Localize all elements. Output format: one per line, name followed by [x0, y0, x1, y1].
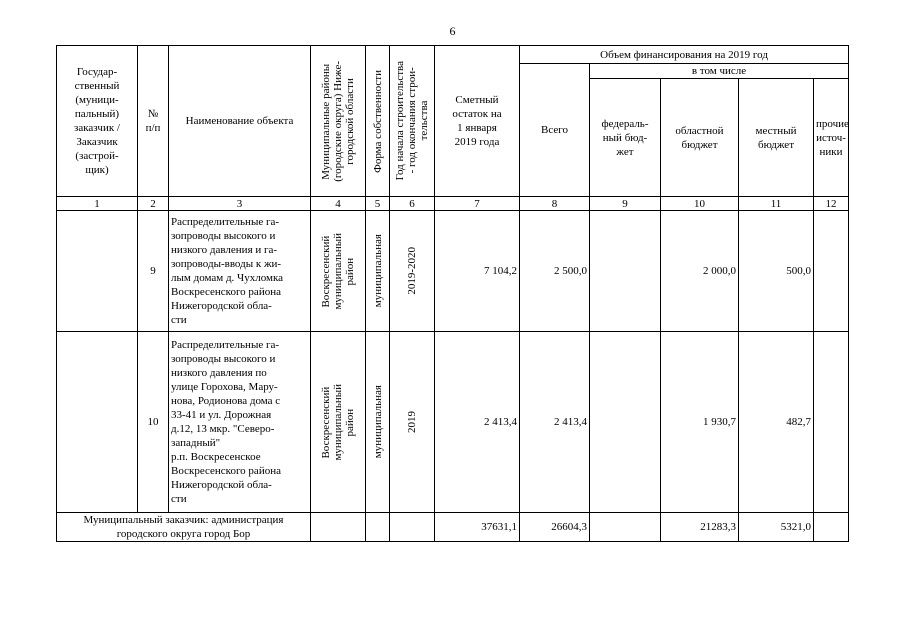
row-federal — [590, 332, 661, 513]
summary-district — [311, 513, 366, 542]
column-number: 11 — [739, 197, 814, 211]
row-district — [311, 332, 366, 513]
header-ownership — [366, 46, 390, 197]
row-regional: 1 930,7 — [661, 332, 739, 513]
row-total: 2 500,0 — [520, 211, 590, 332]
summary-years — [390, 513, 435, 542]
row-years — [390, 332, 435, 513]
row-ownership — [366, 211, 390, 332]
column-number: 4 — [311, 197, 366, 211]
header-federal: федераль- ный бюд- жет — [590, 79, 661, 197]
header-total: Всего — [520, 64, 590, 197]
row-total: 2 413,4 — [520, 332, 590, 513]
row-years — [390, 211, 435, 332]
column-number: 5 — [366, 197, 390, 211]
summary-row — [57, 513, 849, 542]
funding-table — [56, 45, 849, 542]
summary-regional: 21283,3 — [661, 513, 739, 542]
row-num: 9 — [138, 211, 169, 332]
row-regional: 2 000,0 — [661, 211, 739, 332]
row-local: 500,0 — [739, 211, 814, 332]
row-years-text: 2019 — [406, 411, 418, 433]
row-remaining: 2 413,4 — [435, 332, 520, 513]
row-other — [814, 332, 849, 513]
column-number: 10 — [661, 197, 739, 211]
header-remaining: Сметный остаток на 1 января 2019 года — [435, 46, 520, 197]
header-ownership-text: Форма собственности — [371, 69, 384, 173]
row-ownership-text: муниципальная — [371, 385, 384, 459]
summary-remaining: 37631,1 — [435, 513, 520, 542]
row-customer — [57, 332, 138, 513]
header-years-text: Год начала строительства - год окончания строи- тельства — [394, 61, 430, 181]
summary-federal — [590, 513, 661, 542]
summary-local: 5321,0 — [739, 513, 814, 542]
row-district-text: Воскресенский муниципальный район — [320, 383, 356, 461]
header-including: в том числе — [590, 64, 849, 79]
row-object-name: Распределительные га- зопроводы высокого и низкого давления по улице Горохова, Мару- нова, Родионова дома с 33-41 и ул. Дорожная д.12, 13 мкр. "Северо- западный" р.п. Воскресенское Воскресенского района Нижегородской обла- сти — [169, 332, 311, 513]
header-funding: Объем финансирования на 2019 год — [520, 46, 849, 64]
header-districts — [311, 46, 366, 197]
row-district-text: Воскресенский муниципальный район — [320, 232, 356, 310]
column-number: 8 — [520, 197, 590, 211]
row-other — [814, 211, 849, 332]
row-customer — [57, 211, 138, 332]
summary-ownership — [366, 513, 390, 542]
column-number: 6 — [390, 197, 435, 211]
summary-total: 26604,3 — [520, 513, 590, 542]
row-district — [311, 211, 366, 332]
header-num: № п/п — [138, 46, 169, 197]
row-object-name: Распределительные га- зопроводы высокого и низкого давления и га- зопроводы-вводы к жи- лым домам д. Чухломка Воскресенского района Нижегородской обла- сти — [169, 211, 311, 332]
page-number: 6 — [449, 24, 456, 38]
header-years — [390, 46, 435, 197]
column-number: 9 — [590, 197, 661, 211]
header-object-name: Наименование объекта — [169, 46, 311, 197]
table-row — [57, 332, 849, 513]
row-remaining: 7 104,2 — [435, 211, 520, 332]
column-number: 12 — [814, 197, 849, 211]
column-number: 1 — [57, 197, 138, 211]
header-customer: Государ- ственный (муници- пальный) заказчик / Заказчик (застрой- щик) — [57, 46, 138, 197]
column-number: 3 — [169, 197, 311, 211]
row-ownership-text: муниципальная — [371, 234, 384, 308]
row-local: 482,7 — [739, 332, 814, 513]
row-years-text: 2019-2020 — [406, 247, 418, 295]
header-other: прочие источ- ники — [814, 79, 849, 197]
summary-label: Муниципальный заказчик: администрация городского округа город Бор — [57, 513, 311, 542]
header-regional: областной бюджет — [661, 79, 739, 197]
summary-other — [814, 513, 849, 542]
column-number: 7 — [435, 197, 520, 211]
row-ownership — [366, 332, 390, 513]
row-num: 10 — [138, 332, 169, 513]
row-federal — [590, 211, 661, 332]
column-number: 2 — [138, 197, 169, 211]
header-local: местный бюджет — [739, 79, 814, 197]
header-districts-text: Муниципальные районы (городские округа) Ниже- городской области — [320, 60, 356, 182]
column-numbers-row — [57, 197, 849, 211]
table-row — [57, 211, 849, 332]
